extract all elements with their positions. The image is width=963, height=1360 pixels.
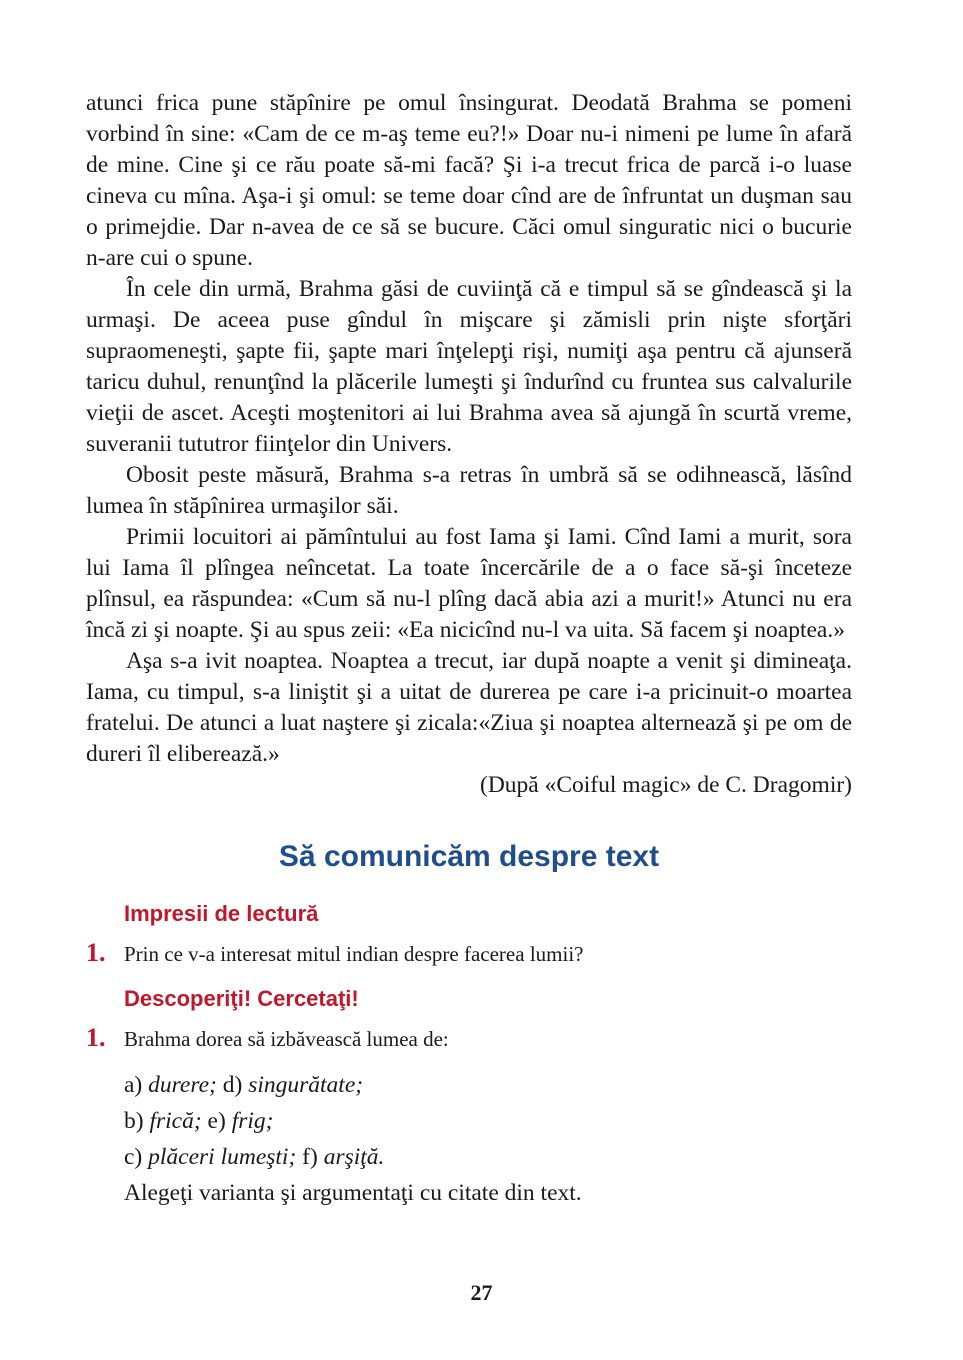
- option-row: [124, 1139, 852, 1175]
- question-number: 1.: [86, 1023, 106, 1052]
- option-row: [124, 1103, 852, 1139]
- option-letter: d): [222, 1072, 243, 1098]
- answer-options: [124, 1067, 852, 1175]
- source-attribution: (După «Coiful magic» de C. Dragomir): [480, 772, 852, 798]
- question-text: Brahma dorea să izbăvească lumea de:: [124, 1027, 449, 1051]
- page-number: 27: [470, 1280, 493, 1305]
- story-paragraph-5: Aşa s-a ivit noaptea. Noaptea a trecut, iar după noapte a venit şi dimineaţa. Iama, cu timpul, s-a liniştit şi a uitat de durerea pe care i-a pricinuit-o moartea fratelui. De atunci a luat naştere şi zicala:«Ziua şi noaptea alternează şi pe om de dureri îl eliberează.»: [86, 648, 852, 767]
- impressions-heading: Impresii de lectură: [124, 901, 319, 926]
- option-text: arşiţă.: [323, 1144, 385, 1170]
- story-paragraph-2: În cele din urmă, Brahma găsi de cuviinţă că e timpul să se gîndească şi la urmaşi. De aceea puse gîndul în mişcare şi zămisli prin nişte sforţări supraomeneşti, şapte fii, şapte mari înţelepţi rişi, numiţi aşa pentru că ajunseră taricu duhul, renunţînd la plăcerile lumeşti şi îndurînd cu fruntea sus calvalurile vieţii de ascet. Aceşti moştenitori ai lui Brahma avea să ajungă în scurtă vreme, suveranii tututror fiinţelor din Univers.: [86, 276, 852, 457]
- option-row: [124, 1067, 852, 1103]
- instruction-text: Alegeţi varianta şi argumentaţi cu citate din text.: [124, 1180, 582, 1206]
- option-text: durere;: [148, 1072, 217, 1098]
- section-title: Să comunicăm despre text: [278, 840, 660, 873]
- option-letter: f): [302, 1144, 318, 1170]
- question-number: 1.: [86, 938, 106, 967]
- discover-heading: Descoperiţi! Cercetaţi!: [124, 986, 359, 1011]
- option-text: frică;: [149, 1108, 202, 1134]
- story-paragraph-3: Obosit peste măsură, Brahma s-a retras în umbră să se odihnească, lăsînd lumea în stăpînirea urmaşilor săi.: [86, 462, 852, 519]
- discover-question: [86, 1024, 852, 1053]
- question-text: Prin ce v-a interesat mitul indian despre facerea lumii?: [124, 942, 584, 966]
- option-text: singurătate;: [248, 1072, 364, 1098]
- story-paragraph-1: atunci frica pune stăpînire pe omul însingurat. Deodată Brahma se pomeni vorbind în sine: «Cam de ce m-aş teme eu?!» Doar nu-i nimeni pe lume în afară de mine. Cine şi ce rău poate să-mi facă? Şi i-a trecut frica de parcă i-o luase cineva cu mîna. Aşa-i şi omul: se teme doar cînd are de înfruntat un duşman sau o primejdie. Dar n-avea de ce să se bucure. Căci omul singuratic nici o bucurie n-are cui o spune.: [86, 90, 852, 271]
- option-text: plăceri lumeşti;: [148, 1144, 297, 1170]
- option-letter: a): [124, 1072, 143, 1098]
- option-letter: c): [124, 1144, 143, 1170]
- option-text: frig;: [231, 1108, 274, 1134]
- option-letter: b): [124, 1108, 144, 1134]
- impressions-question: [86, 939, 852, 968]
- option-letter: e): [207, 1108, 226, 1134]
- page-content: [86, 88, 852, 1211]
- story-paragraph-4: Primii locuitori ai pămîntului au fost Iama şi Iami. Cînd Iami a murit, sora lui Iama îl plîngea neîncetat. La toate încercările de a o face să-şi înceteze plînsul, ea răspundea: «Cum să nu-l plîng dacă abia azi a murit!» Atunci nu era încă zi şi noapte. Şi au spus zeii: «Ea nicicînd nu-l va uita. Să facem şi noaptea.»: [86, 524, 852, 643]
